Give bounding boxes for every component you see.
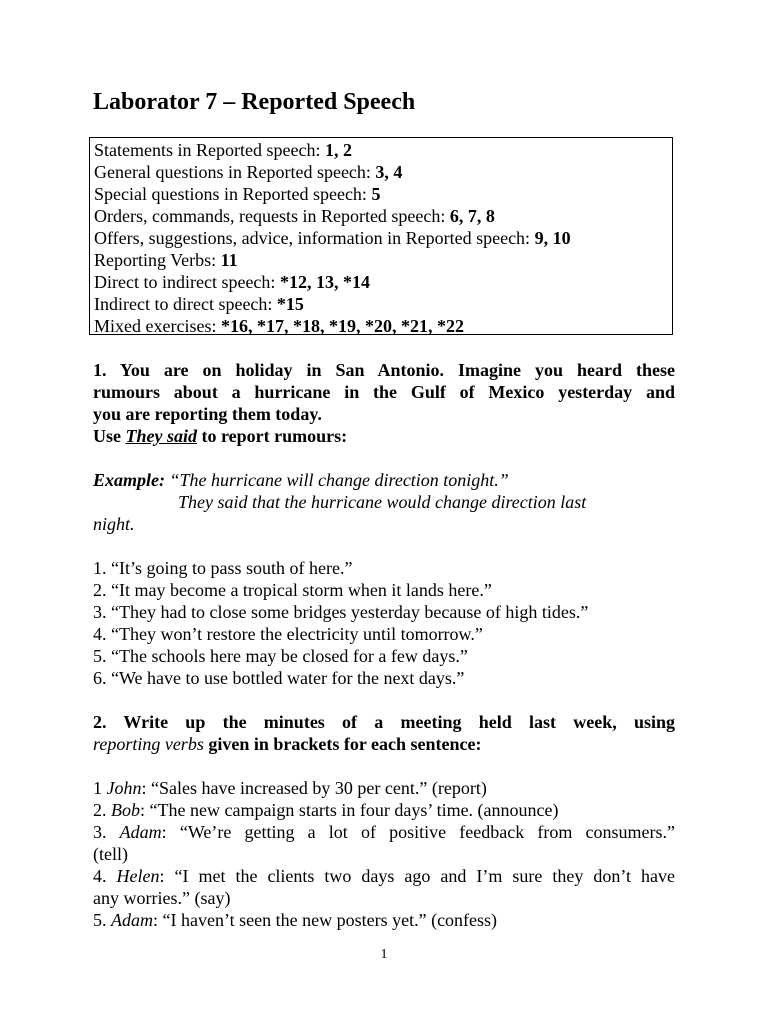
list-item: 3. “They had to close some bridges yesterday because of high tides.” xyxy=(93,602,589,622)
page-number: 1 xyxy=(380,947,388,962)
contents-row: Special questions in Reported speech: 5 xyxy=(94,184,381,204)
contents-row: Orders, commands, requests in Reported speech: 6, 7, 8 xyxy=(94,206,495,226)
exercise-2-list: 1 John: “Sales have increased by 30 per cent.” (report) 2. Bob: “The new campaign starts in four days’ time. (announce) 3. Adam: “We’re getting a lot of positive feedback from consumers.” (tell) 4. Helen: “I met the clients two days ago and I’m sure they don’t have any worries.” (say) 5. Adam: “I haven’t seen the new posters yet.” (confess) xyxy=(93,778,675,930)
exercise-1-instruction: Use They said to report rumours: xyxy=(93,426,348,446)
contents-row: Statements in Reported speech: 1, 2 xyxy=(94,140,352,160)
list-item: 4. Helen: “I met the clients two days ago and I’m sure they don’t have xyxy=(93,866,675,886)
list-item: 5. “The schools here may be closed for a few days.” xyxy=(93,646,468,666)
list-item: 2. “It may become a tropical storm when it lands here.” xyxy=(93,580,492,600)
list-item: 1 John: “Sales have increased by 30 per cent.” (report) xyxy=(93,778,487,798)
list-item: 6. “We have to use bottled water for the next days.” xyxy=(93,668,465,688)
contents-row: Offers, suggestions, advice, information in Reported speech: 9, 10 xyxy=(94,228,571,248)
contents-row: Mixed exercises: *16, *17, *18, *19, *20, *21, *22 xyxy=(94,316,464,336)
list-item: 5. Adam: “I haven’t seen the new posters yet.” (confess) xyxy=(93,910,498,930)
contents-row: Direct to indirect speech: *12, 13, *14 xyxy=(94,272,370,292)
list-item: 4. “They won’t restore the electricity until tomorrow.” xyxy=(93,624,483,644)
list-item: 1. “It’s going to pass south of here.” xyxy=(93,558,353,578)
list-item: 3. Adam: “We’re getting a lot of positive feedback from consumers.” xyxy=(93,822,675,842)
exercise-2-heading: 2. Write up the minutes of a meeting held last week, using reporting verbs given in brackets for each sentence: xyxy=(93,712,675,754)
contents-row: Reporting Verbs: 11 xyxy=(94,250,238,270)
contents-row: Indirect to direct speech: *15 xyxy=(94,294,304,314)
contents-row: General questions in Reported speech: 3, 4 xyxy=(94,162,403,182)
exercise-1-heading: 1. You are on holiday in San Antonio. Imagine you heard these rumours about a hurricane in the Gulf of Mexico yesterday and you are reporting them today. Use They said to report rumours: xyxy=(93,360,675,446)
page-title: Laborator 7 – Reported Speech xyxy=(93,89,416,115)
exercise-1-list xyxy=(93,557,675,689)
contents-box xyxy=(89,137,673,335)
list-item: 2. Bob: “The new campaign starts in four days’ time. (announce) xyxy=(93,800,559,820)
exercise-1-example: Example: “The hurricane will change direction tonight.” They said that the hurricane would change direction last night. xyxy=(93,470,587,534)
